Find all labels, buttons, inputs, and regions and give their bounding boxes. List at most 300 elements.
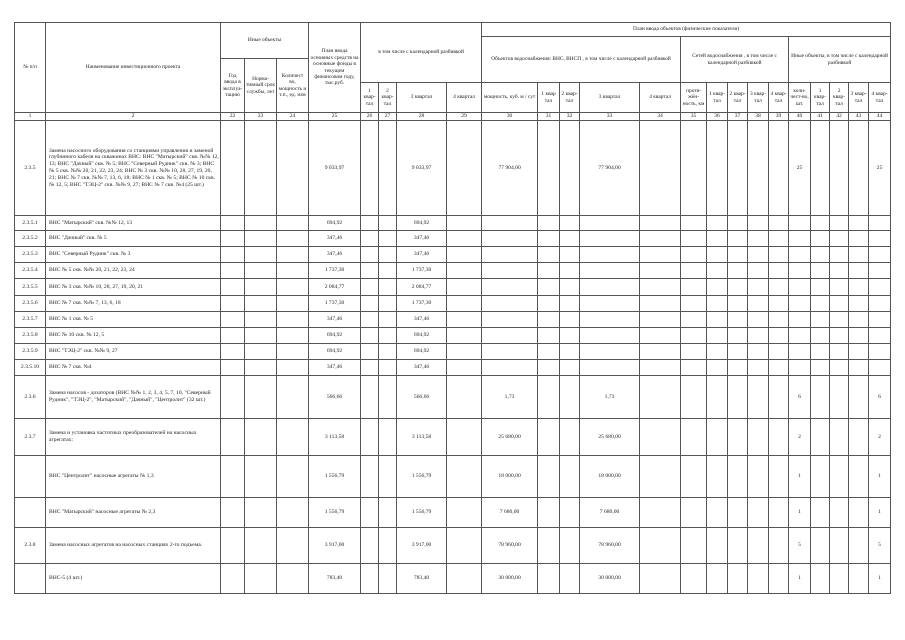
column-number-cell: 26 [361,113,379,121]
value-cell-38 [748,296,769,312]
value-cell-40: 2 [789,419,811,456]
value-cell-38 [748,528,769,564]
value-cell-42 [830,328,849,344]
value-cell-24 [277,528,309,564]
value-cell-35 [681,498,707,528]
value-cell-41 [811,328,830,344]
value-cell-41 [811,279,830,296]
value-cell-22 [221,344,245,360]
header-network-q2: 2 квар-тал [728,83,748,113]
header-q2: 2 квар-тал [379,83,397,113]
value-cell-28: 347,46 [397,231,447,247]
value-cell-40 [789,296,811,312]
value-cell-42 [830,247,849,263]
value-cell-37 [728,121,748,216]
table-row [15,216,891,231]
value-cell-25: 694,92 [309,344,361,360]
value-cell-26 [361,296,379,312]
value-cell-43 [849,263,869,279]
value-cell-27 [379,498,397,528]
value-cell-28: 783,40 [397,564,447,594]
row-number-cell: 2.3.5.2 [15,231,46,247]
value-cell-33 [580,360,640,376]
header-other-q3: 3 квар-тал [849,83,869,113]
value-cell-23 [245,564,277,594]
value-cell-28: 1 556,79 [397,456,447,498]
value-cell-37 [728,263,748,279]
value-cell-27 [379,216,397,231]
value-cell-42 [830,360,849,376]
value-cell-24 [277,121,309,216]
value-cell-35 [681,263,707,279]
value-cell-44 [869,344,891,360]
value-cell-27 [379,263,397,279]
row-number-cell: 2.3.7 [15,419,46,456]
value-cell-26 [361,528,379,564]
value-cell-32 [560,456,580,498]
column-number-cell: 41 [811,113,830,121]
header-other-q4: 4 квар-тал [869,83,891,113]
value-cell-30 [482,231,538,247]
value-cell-43 [849,360,869,376]
value-cell-38 [748,328,769,344]
value-cell-31 [538,231,560,247]
value-cell-26 [361,564,379,594]
value-cell-26 [361,279,379,296]
value-cell-26 [361,498,379,528]
value-cell-38 [748,216,769,231]
project-name-cell: ВНС "Дачный" скв. № 5 [46,231,221,247]
value-cell-23 [245,360,277,376]
value-cell-37 [728,296,748,312]
project-name-cell: ВНС "Матырский" скв. №№ 12, 13 [46,216,221,231]
investment-projects-table [14,22,891,594]
table-row [15,528,891,564]
value-cell-27 [379,312,397,328]
column-number-cell: 40 [789,113,811,121]
value-cell-25: 9 033,97 [309,121,361,216]
value-cell-38 [748,344,769,360]
header-row-number: № п/п [15,23,46,113]
value-cell-40: 1 [789,498,811,528]
value-cell-40 [789,360,811,376]
header-capacity: мощность, куб. м / сут [482,83,538,113]
project-name-cell: ВНС "ТЭЦ-2" скв. №№ 9, 27 [46,344,221,360]
table-row [15,456,891,498]
table-row [15,419,891,456]
value-cell-22 [221,564,245,594]
value-cell-36 [707,231,728,247]
value-cell-32 [560,498,580,528]
value-cell-43 [849,121,869,216]
value-cell-36 [707,360,728,376]
value-cell-42 [830,296,849,312]
column-number-cell: 22 [221,113,245,121]
value-cell-26 [361,344,379,360]
header-q3: 3 квартал [397,83,447,113]
value-cell-35 [681,564,707,594]
header-plan-funds: План ввода основных средств на основные фонды в текущем финансовом году, тыс.руб. [309,23,361,113]
project-name-cell: ВНС № 7 скв. №№ 7, 13, 6, 18 [46,296,221,312]
value-cell-25: 1 556,79 [309,456,361,498]
column-number-cell: 28 [397,113,447,121]
value-cell-31 [538,344,560,360]
project-name-cell: ВНС № 5 скв. №№ 20, 21, 22, 23, 24 [46,263,221,279]
column-number-cell: 34 [640,113,681,121]
value-cell-26 [361,263,379,279]
value-cell-30 [482,216,538,231]
value-cell-41 [811,456,830,498]
value-cell-37 [728,247,748,263]
value-cell-39 [769,263,789,279]
value-cell-28: 347,46 [397,360,447,376]
value-cell-25: 347,46 [309,231,361,247]
value-cell-41 [811,564,830,594]
column-number-cell: 36 [707,113,728,121]
value-cell-25: 566,66 [309,376,361,419]
value-cell-42 [830,564,849,594]
value-cell-44 [869,216,891,231]
column-number-cell: 44 [869,113,891,121]
value-cell-38 [748,419,769,456]
value-cell-35 [681,216,707,231]
value-cell-39 [769,231,789,247]
value-cell-38 [748,312,769,328]
value-cell-35 [681,231,707,247]
value-cell-37 [728,528,748,564]
value-cell-33: 25 680,00 [580,419,640,456]
value-cell-42 [830,456,849,498]
value-cell-29 [447,328,482,344]
header-water-q2: 2 квар-тал [560,83,580,113]
value-cell-31 [538,456,560,498]
value-cell-33: 30 000,00 [580,564,640,594]
value-cell-34 [640,498,681,528]
project-name-cell: Замена и установка частотных преобразователей на насосных агрегатах: [46,419,221,456]
header-water-objects: Объектов водоснабжения: ВНС, ВНСП , в том числе с календарной разбивкой [482,37,681,83]
value-cell-26 [361,376,379,419]
value-cell-27 [379,376,397,419]
value-cell-40 [789,344,811,360]
value-cell-24 [277,564,309,594]
row-number-cell [15,498,46,528]
value-cell-36 [707,528,728,564]
value-cell-38 [748,247,769,263]
row-number-cell: 2.3.5.4 [15,263,46,279]
value-cell-38 [748,263,769,279]
value-cell-25: 694,92 [309,216,361,231]
column-number-cell: 27 [379,113,397,121]
value-cell-42 [830,231,849,247]
value-cell-35 [681,121,707,216]
value-cell-28: 2 084,77 [397,279,447,296]
value-cell-44 [869,360,891,376]
value-cell-32 [560,121,580,216]
value-cell-34 [640,328,681,344]
value-cell-22 [221,328,245,344]
value-cell-42 [830,263,849,279]
value-cell-43 [849,456,869,498]
table-row [15,498,891,528]
value-cell-36 [707,247,728,263]
value-cell-32 [560,344,580,360]
value-cell-23 [245,263,277,279]
value-cell-25: 783,40 [309,564,361,594]
value-cell-28: 1 737,30 [397,296,447,312]
value-cell-27 [379,296,397,312]
table-row [15,296,891,312]
value-cell-24 [277,247,309,263]
value-cell-22 [221,296,245,312]
value-cell-44 [869,312,891,328]
header-other-objects: Иные объекты [221,23,309,59]
value-cell-30: 1,73 [482,376,538,419]
column-number-cell: 2 [46,113,221,121]
column-number-cell: 37 [728,113,748,121]
row-number-cell: 2.3.8 [15,528,46,564]
value-cell-39 [769,528,789,564]
value-cell-29 [447,360,482,376]
value-cell-29 [447,216,482,231]
value-cell-29 [447,231,482,247]
header-plan-physical: План ввода объектов (физические показатели) [482,23,891,37]
value-cell-27 [379,344,397,360]
value-cell-39 [769,498,789,528]
value-cell-42 [830,419,849,456]
value-cell-38 [748,498,769,528]
row-number-cell: 2.3.5.7 [15,312,46,328]
value-cell-22 [221,528,245,564]
value-cell-42 [830,528,849,564]
value-cell-39 [769,247,789,263]
row-number-cell: 2.3.5.5 [15,279,46,296]
value-cell-38 [748,376,769,419]
value-cell-23 [245,247,277,263]
row-number-cell: 2.3.6 [15,376,46,419]
value-cell-33 [580,344,640,360]
header-quantity: Количест во, мощность и т.п., ед. изм [277,59,309,113]
value-cell-24 [277,231,309,247]
value-cell-42 [830,344,849,360]
value-cell-28: 347,46 [397,247,447,263]
value-cell-25: 3 917,00 [309,528,361,564]
value-cell-44: 25 [869,121,891,216]
value-cell-44 [869,231,891,247]
value-cell-32 [560,263,580,279]
value-cell-33 [580,328,640,344]
header-network-q4: 4 квар-тал [769,83,789,113]
value-cell-37 [728,376,748,419]
value-cell-43 [849,328,869,344]
project-name-cell: ВНС № 10 скв. № 12, 5 [46,328,221,344]
column-number-cell: 31 [538,113,560,121]
value-cell-43 [849,498,869,528]
header-service-life: Норма-тивный срок службы, лет [245,59,277,113]
value-cell-25: 3 113,58 [309,419,361,456]
value-cell-27 [379,121,397,216]
value-cell-32 [560,419,580,456]
value-cell-36 [707,216,728,231]
column-number-cell: 42 [830,113,849,121]
value-cell-40: 1 [789,456,811,498]
value-cell-34 [640,263,681,279]
value-cell-37 [728,231,748,247]
value-cell-29 [447,312,482,328]
value-cell-35 [681,376,707,419]
table-row [15,376,891,419]
value-cell-42 [830,279,849,296]
value-cell-23 [245,216,277,231]
value-cell-24 [277,312,309,328]
value-cell-29 [447,456,482,498]
value-cell-29 [447,344,482,360]
value-cell-22 [221,247,245,263]
value-cell-33: 77 904,00 [580,121,640,216]
value-cell-34 [640,247,681,263]
value-cell-31 [538,328,560,344]
value-cell-23 [245,296,277,312]
value-cell-30 [482,344,538,360]
value-cell-36 [707,498,728,528]
value-cell-25: 1 737,30 [309,263,361,279]
value-cell-31 [538,121,560,216]
value-cell-36 [707,279,728,296]
value-cell-31 [538,360,560,376]
column-number-cell: 23 [245,113,277,121]
project-name-cell: Замена насосного оборудования со станциями управления и заменой глубинного кабеля на скважинах ВНС: ВНС "Матырский" скв. №№ 12, 13; ВНС "Дачный" скв. № 5; ВНС "Северный Рудник" скв. № 3; ВНС № 5 скв. №№ 20, 21, 22, 23, 24; ВНС № 3 скв. №№ 10, 28, 27, 19, 20, 21; ВНС № 7 скв. №№ 7, 13, 6, 18; ВНС № 1 скв. № 5; ВНС № 10 скв. № 12, 5; ВНС "ТЭЦ-2" скв. №№ 9, 27; ВНС № 7 скв. №4 (25 шт.) [46,121,221,216]
value-cell-43 [849,344,869,360]
value-cell-28: 694,92 [397,216,447,231]
row-number-cell: 2.3.5.6 [15,296,46,312]
value-cell-30 [482,279,538,296]
value-cell-41 [811,247,830,263]
value-cell-34 [640,121,681,216]
value-cell-34 [640,456,681,498]
column-number-cell: 35 [681,113,707,121]
project-name-cell: ВНС № 7 скв. №4 [46,360,221,376]
column-number-cell: 29 [447,113,482,121]
value-cell-30 [482,247,538,263]
value-cell-32 [560,216,580,231]
value-cell-28: 694,92 [397,328,447,344]
value-cell-30: 25 680,00 [482,419,538,456]
value-cell-36 [707,312,728,328]
value-cell-40 [789,279,811,296]
value-cell-35 [681,312,707,328]
value-cell-44: 6 [869,376,891,419]
row-number-cell: 2.3.5.10 [15,360,46,376]
value-cell-40 [789,216,811,231]
value-cell-40 [789,231,811,247]
header-water-q3: 3 квартал [580,83,640,113]
value-cell-34 [640,376,681,419]
value-cell-23 [245,279,277,296]
header-other-q1: 1 квар-тал [811,83,830,113]
value-cell-35 [681,344,707,360]
value-cell-30: 18 000,00 [482,456,538,498]
row-number-cell: 2.3.5.8 [15,328,46,344]
value-cell-29 [447,376,482,419]
value-cell-22 [221,231,245,247]
value-cell-43 [849,216,869,231]
value-cell-24 [277,456,309,498]
value-cell-28: 1 556,79 [397,498,447,528]
value-cell-24 [277,263,309,279]
value-cell-29 [447,121,482,216]
project-name-cell: ВНС "Матырский" насосные агрегаты № 2,3 [46,498,221,528]
header-other-calendar: Иные объекты, в том числе с календарной разбивкой [789,37,891,83]
value-cell-38 [748,360,769,376]
value-cell-44: 1 [869,456,891,498]
value-cell-37 [728,328,748,344]
value-cell-28: 3 917,00 [397,528,447,564]
value-cell-24 [277,419,309,456]
value-cell-44 [869,328,891,344]
value-cell-22 [221,263,245,279]
value-cell-36 [707,344,728,360]
value-cell-43 [849,231,869,247]
value-cell-24 [277,344,309,360]
column-number-cell: 38 [748,113,769,121]
value-cell-30: 30 000,00 [482,564,538,594]
value-cell-27 [379,231,397,247]
row-number-cell: 2.3.5 [15,121,46,216]
value-cell-41 [811,360,830,376]
value-cell-41 [811,344,830,360]
value-cell-31 [538,498,560,528]
value-cell-28: 347,46 [397,312,447,328]
value-cell-38 [748,279,769,296]
value-cell-26 [361,360,379,376]
value-cell-44: 1 [869,564,891,594]
value-cell-30 [482,312,538,328]
value-cell-42 [830,376,849,419]
value-cell-39 [769,360,789,376]
value-cell-27 [379,279,397,296]
value-cell-26 [361,328,379,344]
column-number-cell: 39 [769,113,789,121]
value-cell-43 [849,376,869,419]
value-cell-26 [361,456,379,498]
value-cell-29 [447,498,482,528]
value-cell-25: 694,92 [309,328,361,344]
value-cell-29 [447,296,482,312]
value-cell-29 [447,419,482,456]
value-cell-24 [277,216,309,231]
table-row [15,231,891,247]
value-cell-41 [811,296,830,312]
value-cell-43 [849,296,869,312]
value-cell-30 [482,263,538,279]
value-cell-37 [728,279,748,296]
value-cell-22 [221,419,245,456]
value-cell-31 [538,296,560,312]
value-cell-22 [221,216,245,231]
value-cell-40: 6 [789,376,811,419]
value-cell-37 [728,564,748,594]
value-cell-32 [560,528,580,564]
value-cell-39 [769,344,789,360]
value-cell-39 [769,279,789,296]
value-cell-44: 1 [869,498,891,528]
value-cell-41 [811,216,830,231]
value-cell-36 [707,456,728,498]
value-cell-39 [769,376,789,419]
value-cell-22 [221,312,245,328]
value-cell-27 [379,528,397,564]
project-name-cell: Замена насосов - дозаторов (ВНС №№ 1, 2, 3, 4, 5, 7, 10, "Северный Рудник", "ТЭЦ-2", "Матырский", "Дачный", "Центролит" (32 шт.) [46,376,221,419]
value-cell-44: 5 [869,528,891,564]
